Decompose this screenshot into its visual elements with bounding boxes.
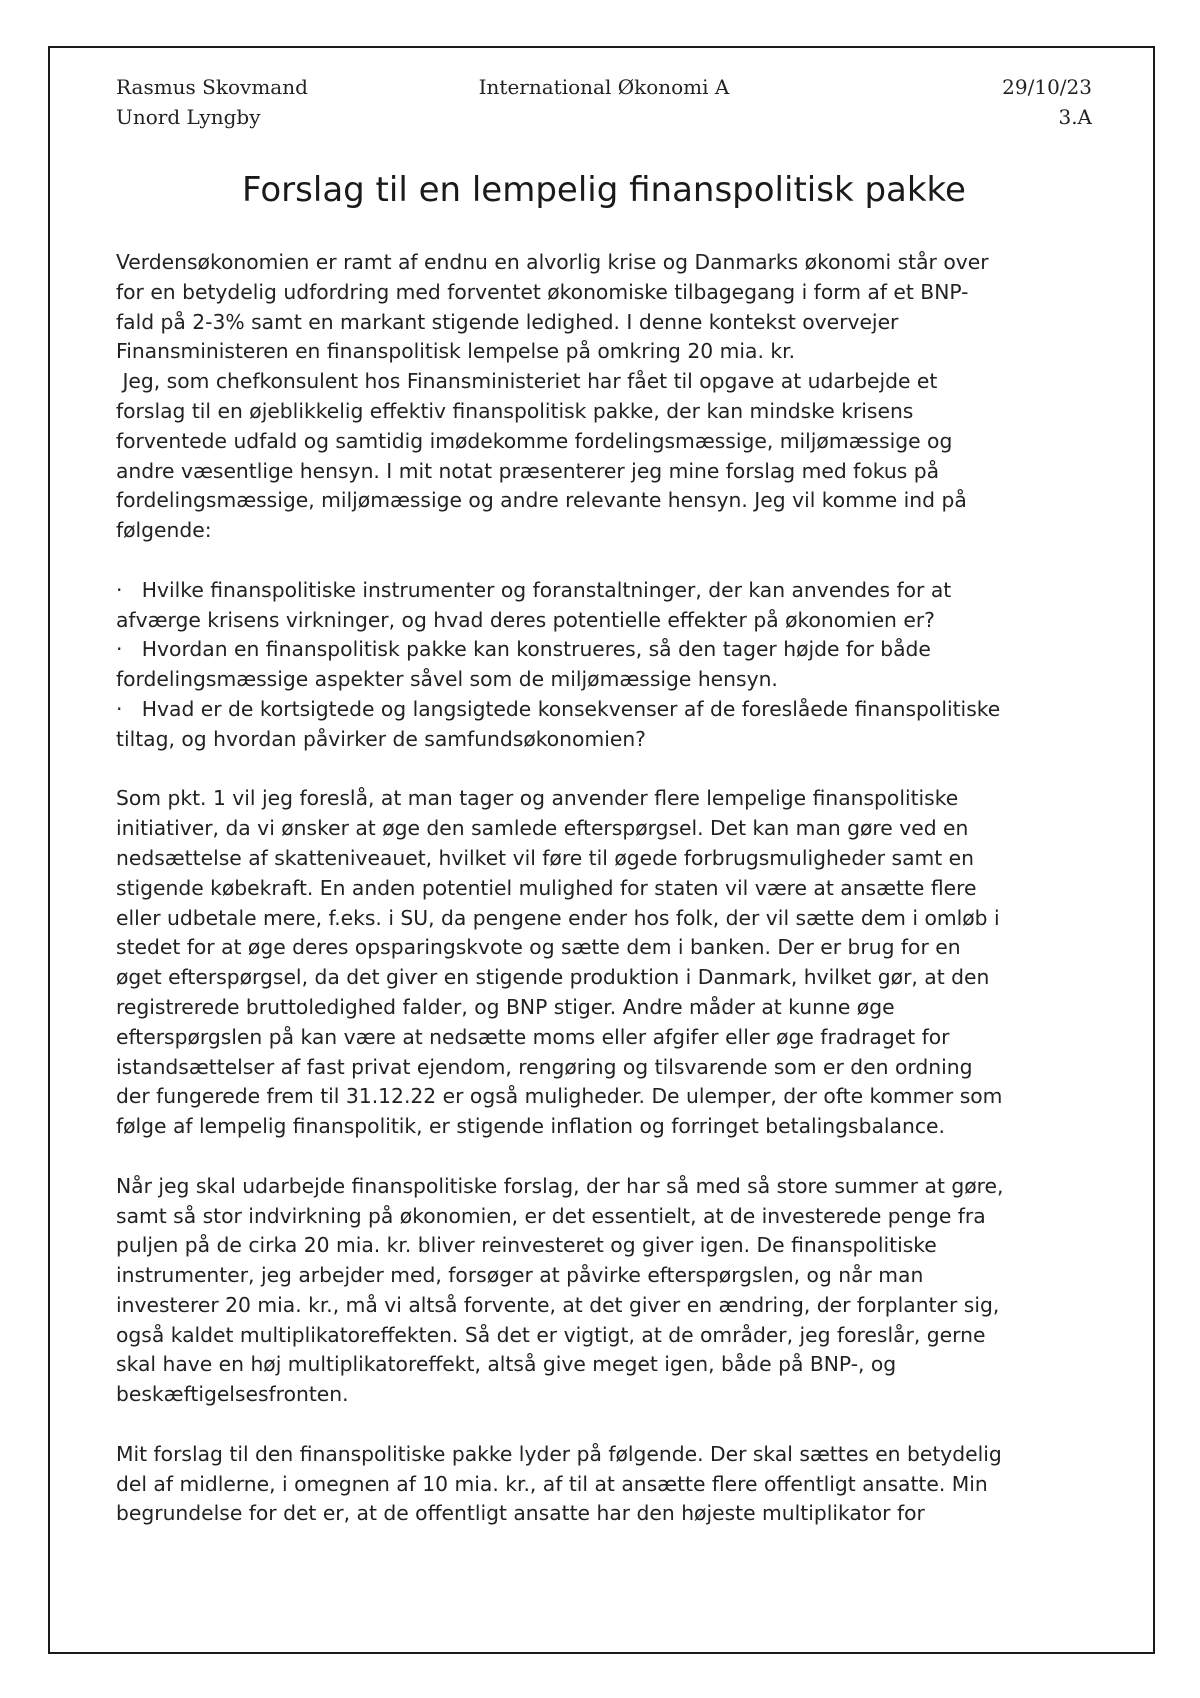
text-line: der fungerede frem til 31.12.22 er også muligheder. De ulemper, der ofte kommer som [116, 1084, 1003, 1109]
paragraph-gap [116, 1142, 1126, 1172]
text-line: registrerede bruttoledighed falder, og BNP stiger. Andre måder at kunne øge [116, 994, 895, 1019]
section1-paragraph [116, 784, 1126, 1142]
text-line: nedsættelse af skatteniveauet, hvilket vil føre til øgede forbrugsmuligheder samt en [116, 845, 974, 870]
text-line: Finansministeren en finanspolitisk lempelse på omkring 20 mia. kr. [116, 339, 796, 364]
text-line: afværge krisens virkninger, og hvad deres potentielle effekter på økonomien er? [116, 607, 935, 632]
text-line: beskæftigelsesfronten. [116, 1382, 349, 1407]
text-line: stigende købekraft. En anden potentiel mulighed for staten vil være at ansætte flere [116, 875, 977, 900]
document-title: Forslag til en lempelig finanspolitisk pakke [242, 170, 966, 210]
text-line: Verdensøkonomien er ramt af endnu en alvorlig krise og Danmarks økonomi står over [116, 250, 989, 274]
text-line: tiltag, og hvordan påvirker de samfundsøkonomien? [116, 726, 646, 751]
text-line: fordelingsmæssige aspekter såvel som de miljømæssige hensyn. [116, 667, 778, 692]
text-line: istandsættelser af fast privat ejendom, rengøring og tilsvarende som er den ordning [116, 1054, 973, 1079]
header-center [116, 72, 1092, 102]
text-line: øget efterspørgsel, da det giver en stigende produktion i Danmark, hvilket gør, at den [116, 965, 990, 990]
paragraph-gap [116, 546, 1126, 576]
text-line: investerer 20 mia. kr., må vi altså forvente, at det giver en ændring, der forplanter sig, [116, 1292, 1000, 1317]
subject-name: International Økonomi A [478, 75, 730, 99]
document-header [116, 72, 1092, 132]
text-line: begrundelse for det er, at de offentligt ansatte har den højeste multiplikator for [116, 1501, 925, 1526]
text-line: eller udbetale mere, f.eks. i SU, da pengene ender hos folk, der vil sætte dem i omløb i [116, 905, 1000, 930]
author-name: Rasmus Skovmand [116, 75, 308, 99]
text-line: puljen på de cirka 20 mia. kr. bliver reinvesteret og giver igen. De finanspolitiske [116, 1233, 937, 1258]
text-line: stedet for at øge deres opsparingskvote og sætte dem i banken. Der er brug for en [116, 935, 961, 960]
paragraph-gap [116, 1410, 1126, 1440]
text-line: Jeg, som chefkonsulent hos Finansministeriet har fået til opgave at udarbejde et [116, 369, 938, 394]
text-line: følgende: [116, 518, 212, 543]
class-name: 3.A [1058, 105, 1092, 129]
document-body [116, 248, 1126, 1529]
text-line: fordelingsmæssige, miljømæssige og andre relevante hensyn. Jeg vil komme ind på [116, 488, 967, 513]
text-line: instrumenter, jeg arbejder med, forsøger at påvirke efterspørgslen, og når man [116, 1263, 924, 1288]
document-date: 29/10/23 [1002, 75, 1092, 99]
list-item: · Hvordan en finanspolitisk pakke kan konstrueres, så den tager højde for både [116, 637, 931, 662]
document-page [48, 46, 1155, 1654]
intro-paragraph [116, 248, 1126, 546]
section3-paragraph [116, 1440, 1126, 1529]
text-line: Som pkt. 1 vil jeg foreslå, at man tager og anvender flere lempelige finanspolitiske [116, 786, 959, 811]
header-right [1002, 72, 1092, 132]
section2-paragraph [116, 1172, 1126, 1410]
text-line: efterspørgslen på kan være at nedsætte moms eller afgifer eller øge fradraget for [116, 1024, 950, 1049]
list-item: · Hvad er de kortsigtede og langsigtede konsekvenser af de foreslåede finanspolitiske [116, 696, 1001, 721]
text-line: fald på 2-3% samt en markant stigende ledighed. I denne kontekst overvejer [116, 309, 899, 334]
text-line: forventede udfald og samtidig imødekomme fordelingsmæssige, miljømæssige og [116, 428, 953, 453]
text-line: forslag til en øjeblikkelig effektiv finanspolitisk pakke, der kan mindske krisens [116, 398, 914, 423]
text-line: Når jeg skal udarbejde finanspolitiske forslag, der har så med så store summer at gøre, [116, 1173, 1004, 1198]
text-line: skal have en høj multiplikatoreffekt, altså give meget igen, både på BNP-, og [116, 1352, 897, 1377]
institution-name: Unord Lyngby [116, 105, 261, 129]
list-item: · Hvilke finanspolitiske instrumenter og foranstaltninger, der kan anvendes for at [116, 577, 952, 602]
paragraph-gap [116, 755, 1126, 785]
text-line: andre væsentlige hensyn. I mit notat præsenterer jeg mine forslag med fokus på [116, 458, 940, 483]
text-line: del af midlerne, i omegnen af 10 mia. kr., af til at ansætte flere offentligt ansatte. Min [116, 1471, 988, 1496]
text-line: også kaldet multiplikatoreffekten. Så det er vigtigt, at de områder, jeg foreslår, gerne [116, 1322, 986, 1347]
question-list [116, 576, 1126, 755]
text-line: samt så stor indvirkning på økonomien, er det essentielt, at de investerede penge fra [116, 1203, 986, 1228]
text-line: initiativer, da vi ønsker at øge den samlede efterspørgsel. Det kan man gøre ved en [116, 816, 969, 841]
text-line: Mit forslag til den finanspolitiske pakke lyder på følgende. Der skal sættes en betydelig [116, 1441, 1002, 1466]
text-line: for en betydelig udfordring med forventet økonomiske tilbagegang i form af et BNP- [116, 279, 969, 304]
text-line: følge af lempelig finanspolitik, er stigende inflation og forringet betalingsbalance. [116, 1114, 945, 1139]
